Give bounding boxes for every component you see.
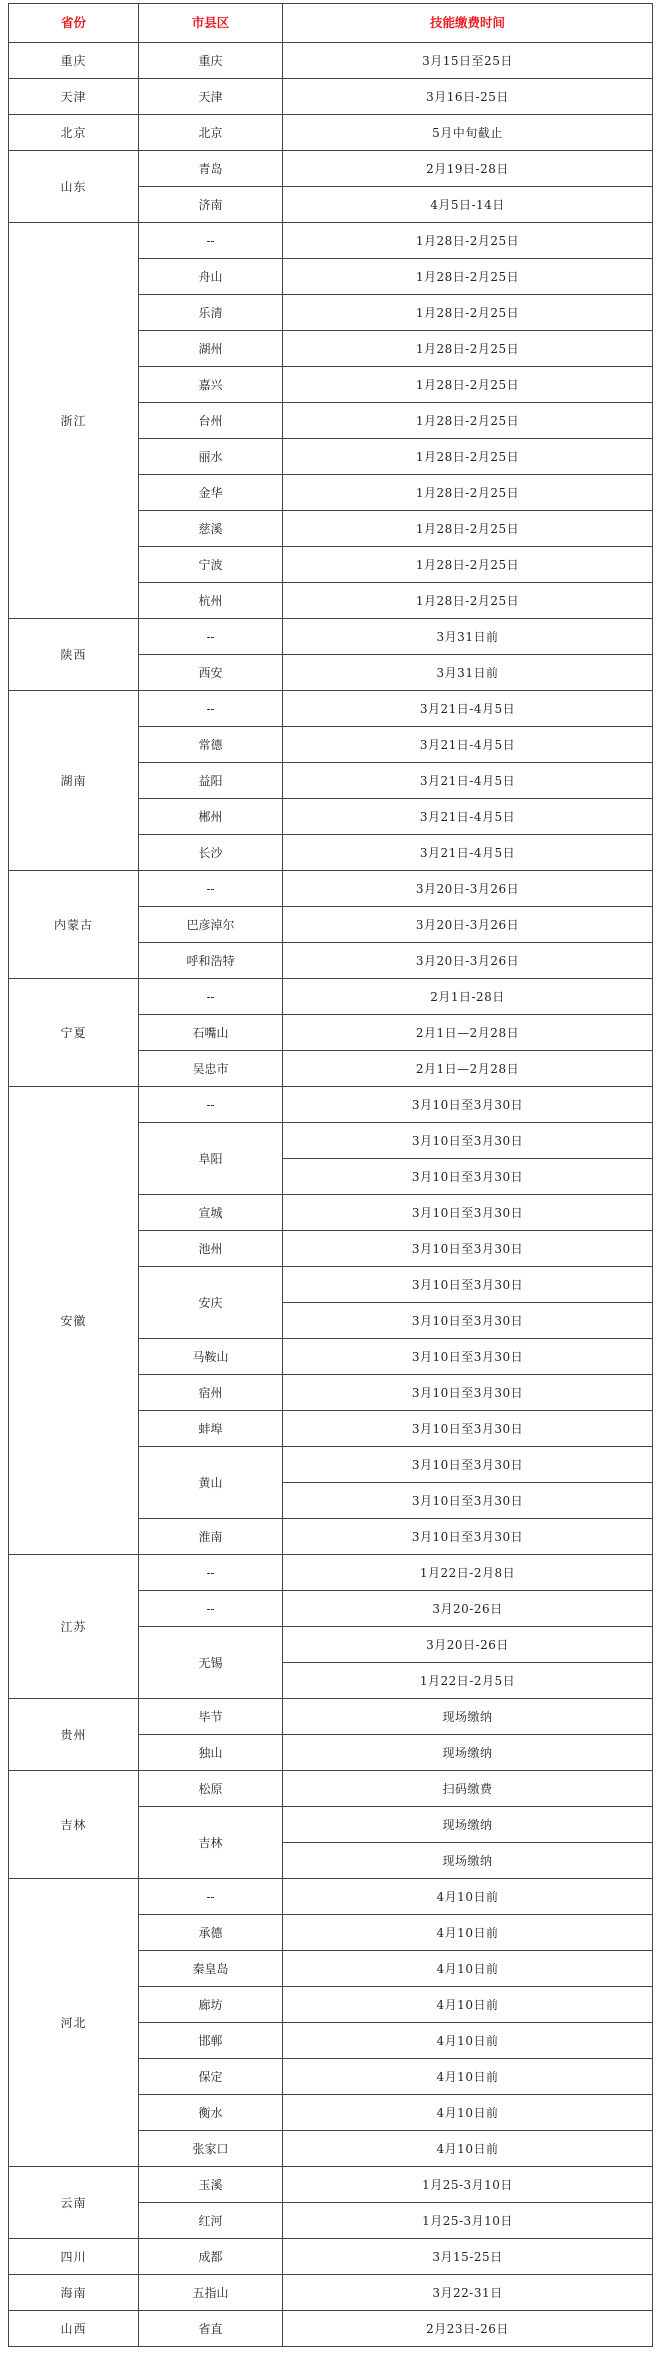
province-cell: 江苏 bbox=[9, 1555, 139, 1699]
city-cell: 宿州 bbox=[139, 1375, 283, 1411]
city-cell: 无锡 bbox=[139, 1627, 283, 1699]
city-cell: 宣城 bbox=[139, 1195, 283, 1231]
time-cell: 1月28日-2月25日 bbox=[283, 403, 653, 439]
table-row bbox=[9, 1555, 653, 1591]
table-row bbox=[9, 1771, 653, 1807]
city-cell: 阜阳 bbox=[139, 1123, 283, 1195]
city-cell: 池州 bbox=[139, 1231, 283, 1267]
time-cell: 4月10日前 bbox=[283, 2059, 653, 2095]
time-cell: 现场缴纳 bbox=[283, 1807, 653, 1843]
time-cell: 2月1日-28日 bbox=[283, 979, 653, 1015]
province-cell: 湖南 bbox=[9, 691, 139, 871]
province-cell: 陕西 bbox=[9, 619, 139, 691]
province-cell: 四川 bbox=[9, 2239, 139, 2275]
province-cell: 吉林 bbox=[9, 1771, 139, 1879]
city-cell: 红河 bbox=[139, 2203, 283, 2239]
time-cell: 4月10日前 bbox=[283, 1987, 653, 2023]
time-cell: 3月31日前 bbox=[283, 619, 653, 655]
time-cell: 3月10日至3月30日 bbox=[283, 1195, 653, 1231]
city-cell: -- bbox=[139, 691, 283, 727]
province-cell: 宁夏 bbox=[9, 979, 139, 1087]
time-cell: 扫码缴费 bbox=[283, 1771, 653, 1807]
city-cell: 黄山 bbox=[139, 1447, 283, 1519]
city-cell: 济南 bbox=[139, 187, 283, 223]
city-cell: 廊坊 bbox=[139, 1987, 283, 2023]
time-cell: 3月10日至3月30日 bbox=[283, 1375, 653, 1411]
time-cell: 3月20日-3月26日 bbox=[283, 871, 653, 907]
time-cell: 3月16日-25日 bbox=[283, 79, 653, 115]
table-row bbox=[9, 1699, 653, 1735]
city-cell: 蚌埠 bbox=[139, 1411, 283, 1447]
table-row bbox=[9, 79, 653, 115]
time-cell: 4月5日-14日 bbox=[283, 187, 653, 223]
fee-schedule-table bbox=[8, 3, 653, 2347]
city-cell: 益阳 bbox=[139, 763, 283, 799]
header-province: 省份 bbox=[9, 4, 139, 43]
city-cell: 北京 bbox=[139, 115, 283, 151]
time-cell: 现场缴纳 bbox=[283, 1699, 653, 1735]
city-cell: 保定 bbox=[139, 2059, 283, 2095]
time-cell: 1月25-3月10日 bbox=[283, 2203, 653, 2239]
city-cell: 秦皇岛 bbox=[139, 1951, 283, 1987]
time-cell: 3月15-25日 bbox=[283, 2239, 653, 2275]
time-cell: 3月21日-4月5日 bbox=[283, 799, 653, 835]
province-cell: 浙江 bbox=[9, 223, 139, 619]
city-cell: 省直 bbox=[139, 2311, 283, 2347]
time-cell: 5月中旬截止 bbox=[283, 115, 653, 151]
time-cell: 4月10日前 bbox=[283, 1915, 653, 1951]
time-cell: 1月28日-2月25日 bbox=[283, 475, 653, 511]
city-cell: 五指山 bbox=[139, 2275, 283, 2311]
province-cell: 北京 bbox=[9, 115, 139, 151]
city-cell: 吉林 bbox=[139, 1807, 283, 1879]
city-cell: -- bbox=[139, 979, 283, 1015]
city-cell: 成都 bbox=[139, 2239, 283, 2275]
time-cell: 4月10日前 bbox=[283, 2131, 653, 2167]
table-row bbox=[9, 1087, 653, 1123]
city-cell: 长沙 bbox=[139, 835, 283, 871]
table-row bbox=[9, 871, 653, 907]
city-cell: 张家口 bbox=[139, 2131, 283, 2167]
time-cell: 2月1日—2月28日 bbox=[283, 1051, 653, 1087]
time-cell: 3月10日至3月30日 bbox=[283, 1267, 653, 1303]
time-cell: 1月22日-2月8日 bbox=[283, 1555, 653, 1591]
time-cell: 1月28日-2月25日 bbox=[283, 439, 653, 475]
city-cell: 马鞍山 bbox=[139, 1339, 283, 1375]
table-row bbox=[9, 691, 653, 727]
city-cell: -- bbox=[139, 1591, 283, 1627]
time-cell: 3月15日至25日 bbox=[283, 43, 653, 79]
time-cell: 3月10日至3月30日 bbox=[283, 1519, 653, 1555]
province-cell: 河北 bbox=[9, 1879, 139, 2167]
table-row bbox=[9, 619, 653, 655]
time-cell: 现场缴纳 bbox=[283, 1843, 653, 1879]
table-row bbox=[9, 1879, 653, 1915]
province-cell: 天津 bbox=[9, 79, 139, 115]
time-cell: 3月10日至3月30日 bbox=[283, 1411, 653, 1447]
table-body bbox=[9, 43, 653, 2347]
city-cell: 天津 bbox=[139, 79, 283, 115]
city-cell: 呼和浩特 bbox=[139, 943, 283, 979]
time-cell: 3月10日至3月30日 bbox=[283, 1231, 653, 1267]
table-row bbox=[9, 43, 653, 79]
time-cell: 3月20日-26日 bbox=[283, 1627, 653, 1663]
city-cell: 杭州 bbox=[139, 583, 283, 619]
time-cell: 3月21日-4月5日 bbox=[283, 763, 653, 799]
time-cell: 3月10日至3月30日 bbox=[283, 1483, 653, 1519]
time-cell: 4月10日前 bbox=[283, 2095, 653, 2131]
city-cell: -- bbox=[139, 1879, 283, 1915]
province-cell: 贵州 bbox=[9, 1699, 139, 1771]
time-cell: 3月20日-3月26日 bbox=[283, 907, 653, 943]
province-cell: 山东 bbox=[9, 151, 139, 223]
city-cell: 重庆 bbox=[139, 43, 283, 79]
time-cell: 4月10日前 bbox=[283, 2023, 653, 2059]
time-cell: 2月1日—2月28日 bbox=[283, 1015, 653, 1051]
header-time: 技能缴费时间 bbox=[283, 4, 653, 43]
city-cell: 金华 bbox=[139, 475, 283, 511]
time-cell: 1月28日-2月25日 bbox=[283, 295, 653, 331]
province-cell: 内蒙古 bbox=[9, 871, 139, 979]
time-cell: 1月28日-2月25日 bbox=[283, 259, 653, 295]
city-cell: 独山 bbox=[139, 1735, 283, 1771]
city-cell: -- bbox=[139, 871, 283, 907]
city-cell: 淮南 bbox=[139, 1519, 283, 1555]
city-cell: 湖州 bbox=[139, 331, 283, 367]
time-cell: 1月28日-2月25日 bbox=[283, 223, 653, 259]
time-cell: 现场缴纳 bbox=[283, 1735, 653, 1771]
table-row bbox=[9, 2311, 653, 2347]
province-cell: 重庆 bbox=[9, 43, 139, 79]
city-cell: 石嘴山 bbox=[139, 1015, 283, 1051]
time-cell: 3月22-31日 bbox=[283, 2275, 653, 2311]
province-cell: 安徽 bbox=[9, 1087, 139, 1555]
city-cell: 松原 bbox=[139, 1771, 283, 1807]
table-row bbox=[9, 2239, 653, 2275]
city-cell: 舟山 bbox=[139, 259, 283, 295]
city-cell: 嘉兴 bbox=[139, 367, 283, 403]
city-cell: -- bbox=[139, 1555, 283, 1591]
city-cell: -- bbox=[139, 1087, 283, 1123]
city-cell: -- bbox=[139, 223, 283, 259]
table-row bbox=[9, 2167, 653, 2203]
time-cell: 3月10日至3月30日 bbox=[283, 1447, 653, 1483]
time-cell: 1月22日-2月5日 bbox=[283, 1663, 653, 1699]
time-cell: 3月10日至3月30日 bbox=[283, 1087, 653, 1123]
table-row bbox=[9, 115, 653, 151]
time-cell: 3月10日至3月30日 bbox=[283, 1159, 653, 1195]
city-cell: 玉溪 bbox=[139, 2167, 283, 2203]
time-cell: 3月31日前 bbox=[283, 655, 653, 691]
city-cell: 台州 bbox=[139, 403, 283, 439]
city-cell: 青岛 bbox=[139, 151, 283, 187]
time-cell: 1月28日-2月25日 bbox=[283, 547, 653, 583]
city-cell: 毕节 bbox=[139, 1699, 283, 1735]
city-cell: 宁波 bbox=[139, 547, 283, 583]
table-row bbox=[9, 223, 653, 259]
city-cell: 衡水 bbox=[139, 2095, 283, 2131]
province-cell: 山西 bbox=[9, 2311, 139, 2347]
table-row bbox=[9, 151, 653, 187]
table-row bbox=[9, 979, 653, 1015]
time-cell: 4月10日前 bbox=[283, 1879, 653, 1915]
city-cell: 郴州 bbox=[139, 799, 283, 835]
time-cell: 3月10日至3月30日 bbox=[283, 1123, 653, 1159]
header-row bbox=[9, 4, 653, 43]
city-cell: 乐清 bbox=[139, 295, 283, 331]
time-cell: 4月10日前 bbox=[283, 1951, 653, 1987]
time-cell: 3月21日-4月5日 bbox=[283, 835, 653, 871]
time-cell: 3月21日-4月5日 bbox=[283, 691, 653, 727]
province-cell: 海南 bbox=[9, 2275, 139, 2311]
city-cell: 邯郸 bbox=[139, 2023, 283, 2059]
header-city: 市县区 bbox=[139, 4, 283, 43]
time-cell: 2月19日-28日 bbox=[283, 151, 653, 187]
city-cell: 承德 bbox=[139, 1915, 283, 1951]
city-cell: 西安 bbox=[139, 655, 283, 691]
table-header bbox=[9, 4, 653, 43]
city-cell: -- bbox=[139, 619, 283, 655]
city-cell: 常德 bbox=[139, 727, 283, 763]
city-cell: 安庆 bbox=[139, 1267, 283, 1339]
time-cell: 1月28日-2月25日 bbox=[283, 583, 653, 619]
city-cell: 吴忠市 bbox=[139, 1051, 283, 1087]
time-cell: 3月20日-3月26日 bbox=[283, 943, 653, 979]
time-cell: 1月28日-2月25日 bbox=[283, 367, 653, 403]
time-cell: 3月20-26日 bbox=[283, 1591, 653, 1627]
city-cell: 慈溪 bbox=[139, 511, 283, 547]
time-cell: 1月28日-2月25日 bbox=[283, 331, 653, 367]
city-cell: 巴彦淖尔 bbox=[139, 907, 283, 943]
time-cell: 3月10日至3月30日 bbox=[283, 1303, 653, 1339]
city-cell: 丽水 bbox=[139, 439, 283, 475]
time-cell: 3月10日至3月30日 bbox=[283, 1339, 653, 1375]
table-row bbox=[9, 2275, 653, 2311]
time-cell: 3月21日-4月5日 bbox=[283, 727, 653, 763]
time-cell: 2月23日-26日 bbox=[283, 2311, 653, 2347]
time-cell: 1月28日-2月25日 bbox=[283, 511, 653, 547]
time-cell: 1月25-3月10日 bbox=[283, 2167, 653, 2203]
province-cell: 云南 bbox=[9, 2167, 139, 2239]
